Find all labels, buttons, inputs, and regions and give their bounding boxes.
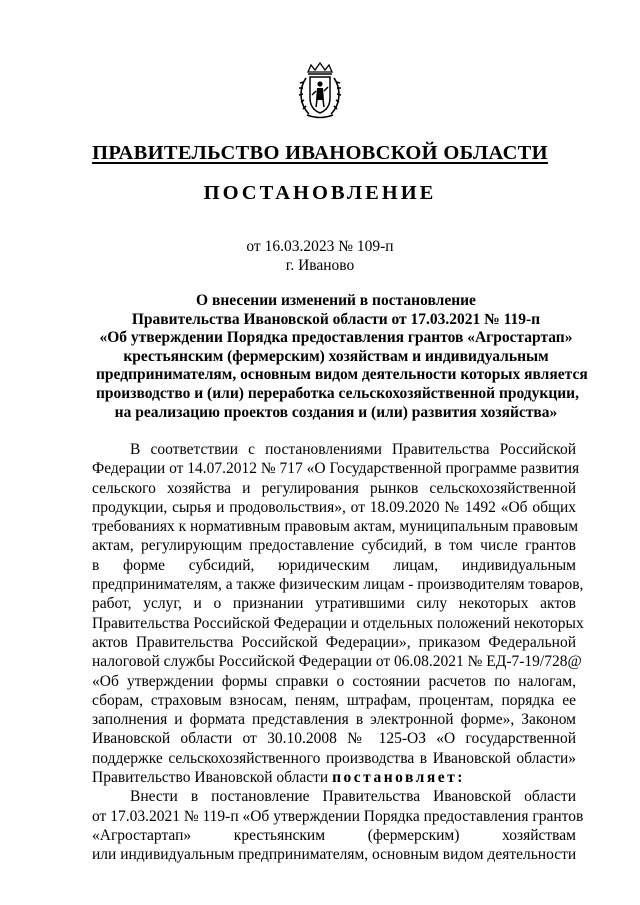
subject-line: О внесении изменений в постановление (196, 292, 476, 309)
subject-line: предпринимателям, основным видом деятельности которых является (96, 366, 588, 384)
coat-of-arms-icon (297, 62, 343, 120)
body-line: актов Правительства Российской Федерации», приказом Федеральной (92, 633, 576, 651)
subject-line: на реализацию проектов создания и (или) развития хозяйства» (114, 403, 558, 421)
body-line: В соответствии с постановлениями Правительства Российской (130, 441, 576, 458)
body-line: актам, регулирующим предоставление субсидий, в том числе грантов (92, 537, 576, 555)
document-city: г. Иваново (285, 257, 355, 274)
decree-line (92, 768, 576, 787)
body-line: Федерации от 14.07.2012 № 717 «О Государственной программе развития (92, 460, 580, 478)
body-line: Внести в постановление Правительства Ивановской области (130, 788, 576, 806)
body-line: Ивановской области от 30.10.2008 № 125-ОЗ «О государственной (92, 730, 576, 748)
document-body (92, 440, 584, 865)
subject-line: крестьянским (фермерским) хозяйствам и индивидуальным (123, 347, 549, 365)
body-line: или индивидуальным предпринимателям, основным видом деятельности (92, 846, 577, 864)
body-line: налоговой службы Российской Федерации от 06.08.2021 № ЕД-7-19/728@ (92, 653, 582, 671)
body-line: «Агростартап» крестьянским (фермерским) хозяйствам (92, 826, 576, 844)
subject-line: Правительства Ивановской области от 17.03.2021 № 119-п (131, 310, 541, 328)
body-line: продукции, сырья и продовольствия», от 18.09.2020 № 1492 «Об общих (92, 498, 576, 516)
body-line: работ, услуг, и о признании утратившими силу некоторых актов (92, 595, 576, 613)
document-date-number: от 16.03.2023 № 109-п (246, 238, 394, 255)
body-line: заполнения и формата представления в электронной форме», Законом (92, 711, 576, 729)
document-type: ПОСТАНОВЛЕНИЕ (203, 182, 437, 204)
decree-word: постановляет: (332, 769, 465, 787)
body-line: от 17.03.2021 № 119-п «Об утверждении Порядка предоставления грантов (92, 807, 584, 825)
body-line: сельского хозяйства и регулирования рынков сельскохозяйственной (92, 479, 576, 497)
body-line: требованиях к нормативным правовым актам, муниципальным правовым (92, 518, 579, 536)
body-line: предпринимателям, а также физическим лицам - производителям товаров, (92, 576, 584, 594)
subject-line: производство и (или) переработка сельскохозяйственной продукции, (96, 384, 579, 402)
body-line: сборам, страховым взносам, пеням, штрафам, процентам, порядка ее (92, 691, 576, 709)
government-title: ПРАВИТЕЛЬСТВО ИВАНОВСКОЙ ОБЛАСТИ (92, 142, 548, 164)
subject-line: «Об утверждении Порядка предоставления грантов «Агростартап» (99, 329, 573, 347)
body-line: в форме субсидий, юридическим лицам, индивидуальным (92, 556, 576, 574)
body-line: «Об утверждении формы справки о состоянии расчетов по налогам, (92, 672, 576, 690)
decree-line-prefix: Правительство Ивановской области (92, 769, 333, 787)
body-line: Правительства Российской Федерации и отдельных положений некоторых (92, 614, 584, 632)
document-subject (96, 292, 588, 422)
body-line: поддержке сельскохозяйственного производства в Ивановской области» (92, 749, 576, 767)
